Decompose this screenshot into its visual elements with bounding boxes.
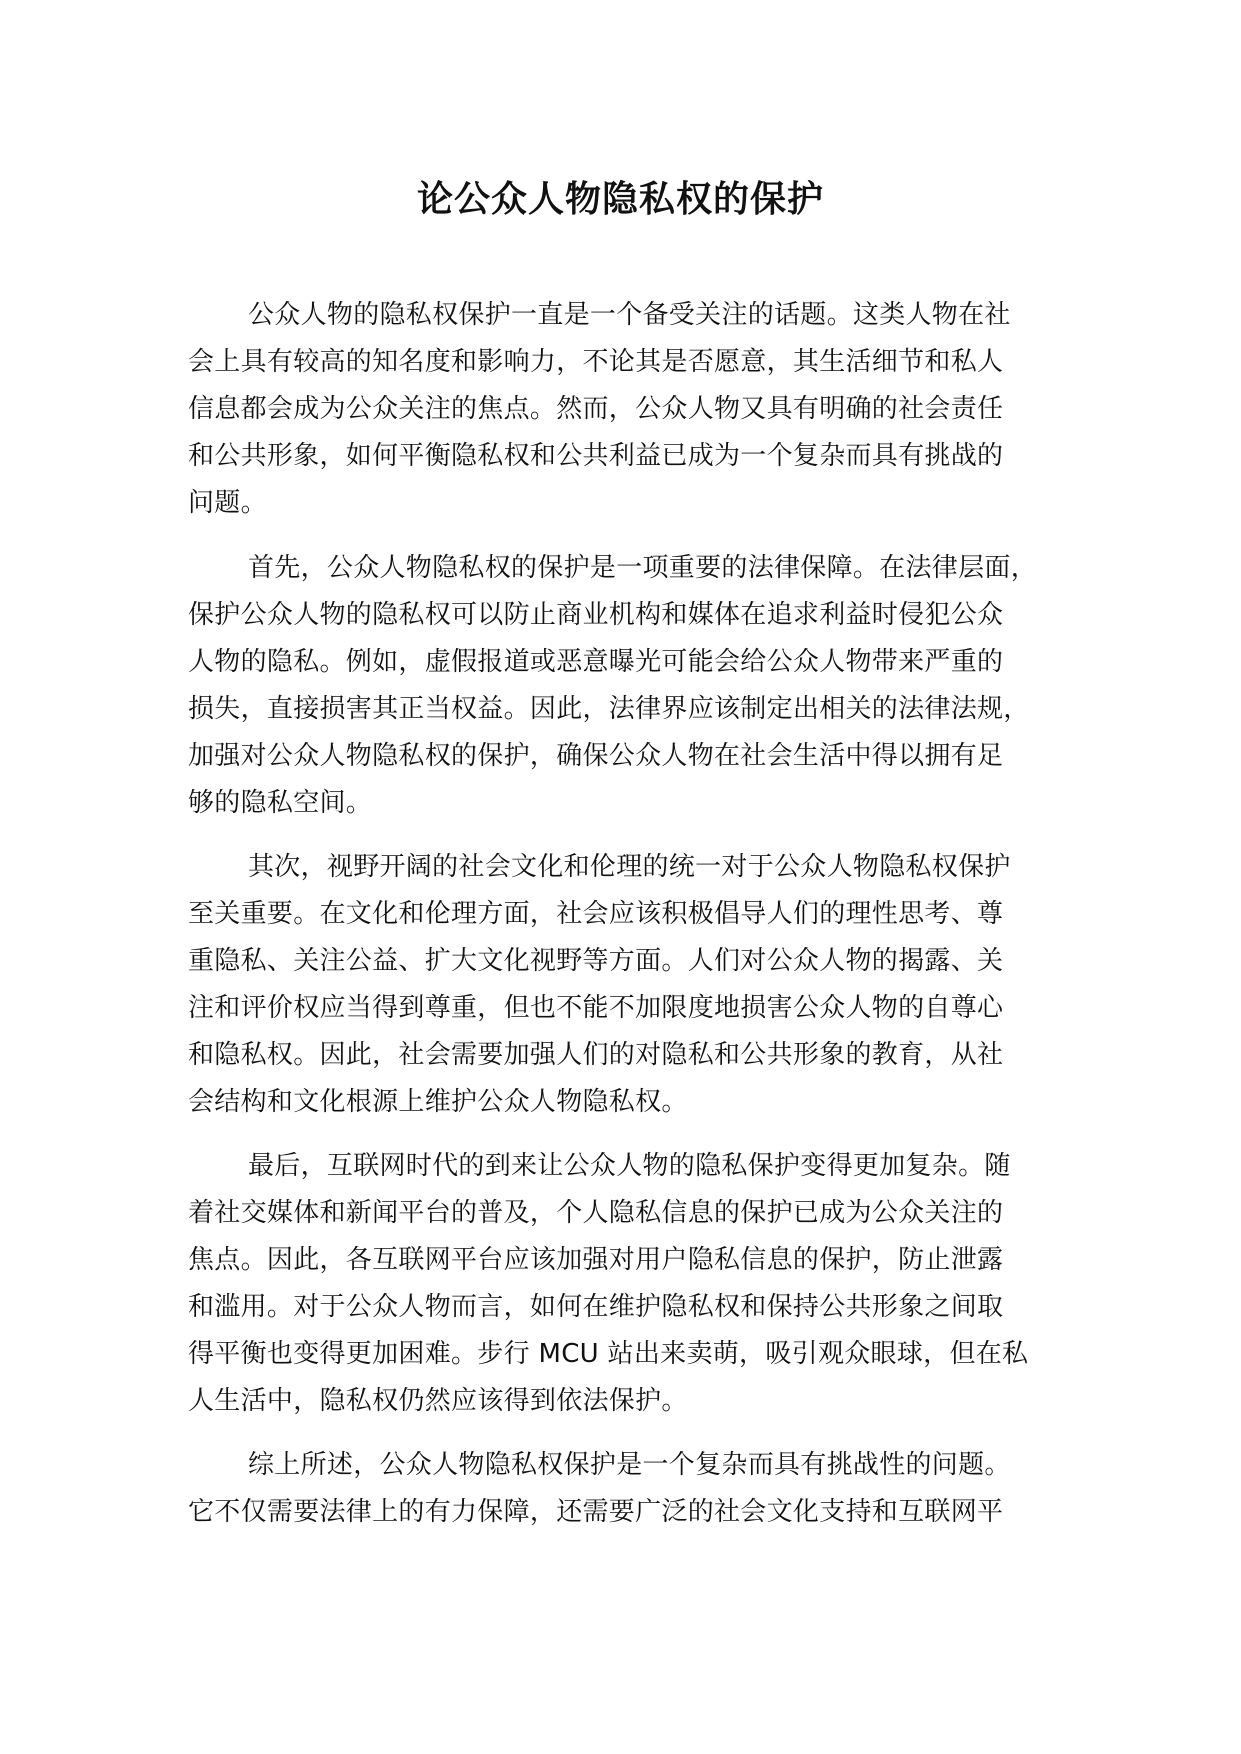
paragraph-line: 公众人物的隐私权保护一直是一个备受关注的话题。这类人物在社 [248, 300, 1011, 330]
paragraph-line: 综上所述，公众人物隐私权保护是一个复杂而具有挑战性的问题。 [248, 1450, 1011, 1480]
paragraph-line: 和隐私权。因此，社会需要加强人们的对隐私和公共形象的教育，从社 [188, 1040, 1004, 1070]
paragraph-line: 至关重要。在文化和伦理方面，社会应该积极倡导人们的理性思考、尊 [188, 899, 1004, 929]
paragraph-line: 人生活中，隐私权仍然应该得到依法保护。 [188, 1386, 688, 1416]
paragraph-line: 够的隐私空间。 [188, 788, 373, 818]
paragraph-line: 着社交媒体和新闻平台的普及，个人隐私信息的保护已成为公众关注的 [188, 1198, 1004, 1228]
paragraph-line: 重隐私、关注公益、扩大文化视野等方面。人们对公众人物的揭露、关 [188, 946, 1004, 976]
paragraph-line: 人物的隐私。例如，虚假报道或恶意曝光可能会给公众人物带来严重的 [188, 647, 1004, 677]
paragraph-line: 加强对公众人物隐私权的保护，确保公众人物在社会生活中得以拥有足 [188, 741, 1004, 771]
paragraph-line: 损失，直接损害其正当权益。因此，法律界应该制定出相关的法律法规， [188, 694, 1030, 724]
paragraph-line: 得平衡也变得更加困难。步行 MCU 站出来卖萌，吸引观众眼球，但在私 [188, 1339, 1029, 1369]
paragraph-line: 其次，视野开阔的社会文化和伦理的统一对于公众人物隐私权保护 [248, 852, 1011, 882]
paragraph [188, 1442, 1088, 1536]
paragraph-line: 首先，公众人物隐私权的保护是一项重要的法律保障。在法律层面， [248, 553, 1038, 583]
paragraph [188, 844, 1088, 1126]
document-title: 论公众人物隐私权的保护 [416, 179, 824, 220]
paragraph-line: 问题。 [188, 488, 267, 518]
paragraph-line: 和公共形象，如何平衡隐私权和公共利益已成为一个复杂而具有挑战的 [188, 441, 1004, 471]
paragraph-line: 它不仅需要法律上的有力保障，还需要广泛的社会文化支持和互联网平 [188, 1497, 1004, 1527]
paragraph-line: 和滥用。对于公众人物而言，如何在维护隐私权和保持公共形象之间取 [188, 1292, 1004, 1322]
paragraph-line: 会结构和文化根源上维护公众人物隐私权。 [188, 1087, 688, 1117]
paragraph-line: 注和评价权应当得到尊重，但也不能不加限度地损害公众人物的自尊心 [188, 993, 1004, 1023]
paragraph-line: 保护公众人物的隐私权可以防止商业机构和媒体在追求利益时侵犯公众 [188, 600, 1004, 630]
paragraph [188, 545, 1088, 827]
paragraph-line: 会上具有较高的知名度和影响力，不论其是否愿意，其生活细节和私人 [188, 347, 1004, 377]
paragraph-line: 最后，互联网时代的到来让公众人物的隐私保护变得更加复杂。随 [248, 1151, 1011, 1181]
paragraph-line: 信息都会成为公众关注的焦点。然而，公众人物又具有明确的社会责任 [188, 394, 1004, 424]
paragraph-line: 焦点。因此，各互联网平台应该加强对用户隐私信息的保护，防止泄露 [188, 1245, 1004, 1275]
paragraph [188, 1143, 1088, 1425]
paragraph [188, 292, 1088, 527]
